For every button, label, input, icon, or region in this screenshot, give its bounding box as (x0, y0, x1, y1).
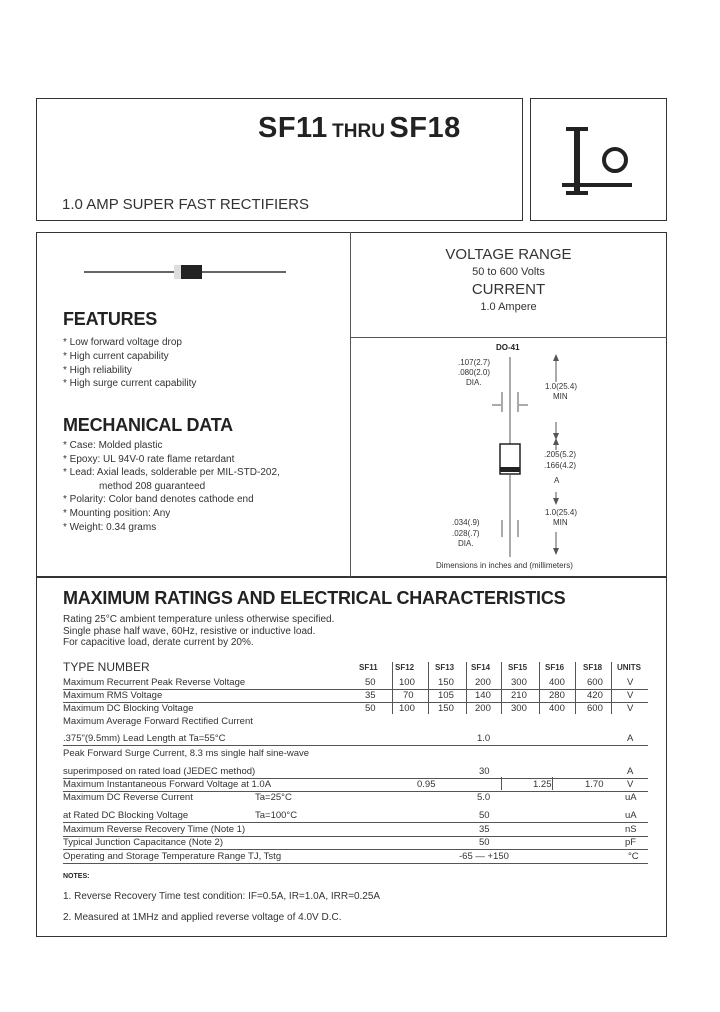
cell: 300 (511, 703, 527, 714)
list-item: * Epoxy: UL 94V-0 rate flame retardant (63, 453, 235, 465)
wire-dia-label: DIA. (458, 539, 474, 548)
current-heading: CURRENT (471, 281, 546, 298)
lead-dia-bottom: .080(2.0) (458, 368, 491, 377)
cell: 50 (479, 810, 490, 821)
unit-cell: pF (625, 837, 637, 848)
page-subtitle: 1.0 AMP SUPER FAST RECTIFIERS (62, 196, 310, 213)
list-item: method 208 guaranteed (99, 480, 206, 492)
dims-note: Dimensions in inches and (millimeters) (436, 561, 573, 570)
wire-dia-bottom: .028(.7) (452, 529, 480, 538)
row-divider (63, 822, 648, 823)
features-heading: FEATURES (63, 309, 158, 329)
row-divider (63, 745, 648, 746)
cell: 50 (365, 703, 376, 714)
type-header: TYPE NUMBER (63, 660, 150, 674)
range-divider (350, 337, 667, 338)
wire-dia-top: .034(.9) (452, 518, 480, 527)
cell: Ta=100°C (255, 810, 298, 821)
lead-len-top-label: MIN (553, 392, 568, 401)
col-header: SF11 (359, 663, 378, 672)
col-header: SF14 (471, 663, 491, 672)
cell: 35 (479, 824, 490, 835)
unit-cell: uA (625, 810, 637, 821)
unit-cell: nS (625, 824, 637, 835)
cell: 600 (587, 677, 603, 688)
unit-cell: °C (628, 851, 639, 862)
cell: 150 (438, 703, 454, 714)
cell: 70 (403, 690, 414, 701)
list-item: * Polarity: Color band denotes cathode end (63, 494, 254, 506)
cell: 5.0 (477, 792, 491, 803)
cell: 100 (399, 703, 415, 714)
body-len-bottom: .166(4.2) (544, 461, 577, 470)
unit-cell: V (627, 690, 634, 701)
cell: 1.25 (533, 779, 552, 790)
title-part2: SF18 (389, 112, 461, 144)
cell: 210 (511, 690, 527, 701)
row-label: Maximum DC Blocking Voltage (63, 703, 194, 714)
row-label: Maximum DC Reverse Current (63, 792, 193, 803)
list-item: * Lead: Axial leads, solderable per MIL-STD-202, (63, 467, 280, 479)
cell: 300 (511, 677, 527, 688)
col-header: SF16 (545, 663, 565, 672)
title-part1: SF11 (258, 112, 328, 144)
grid-line (501, 777, 502, 790)
row-label: Operating and Storage Temperature Range TJ, Tstg (63, 851, 282, 862)
col-header: SF15 (508, 663, 528, 672)
lead-len-top: 1.0(25.4) (545, 382, 578, 391)
cell: 150 (438, 677, 454, 688)
cell: 105 (438, 690, 454, 701)
logo-io (540, 110, 657, 210)
row-label: at Rated DC Blocking Voltage (63, 810, 189, 821)
unit-cell: V (627, 677, 634, 688)
cell: 200 (475, 703, 491, 714)
lead-len-bottom: 1.0(25.4) (545, 508, 578, 517)
cell: 1.70 (585, 779, 604, 790)
notes-heading: NOTES: (63, 873, 90, 880)
table-row (63, 748, 643, 761)
table-row (63, 703, 643, 716)
cell: 400 (549, 677, 565, 688)
table-row (63, 716, 643, 729)
page-title (258, 112, 461, 145)
row-divider (63, 849, 648, 850)
footnote-2: 2. Measured at 1MHz and applied reverse voltage of 4.0V D.C. (63, 912, 342, 923)
row-divider (63, 863, 648, 864)
voltage-heading: VOLTAGE RANGE (445, 246, 572, 263)
list-item: * Low forward voltage drop (63, 337, 182, 348)
table-header (63, 660, 643, 676)
col-header: SF12 (395, 663, 415, 672)
row-label: Peak Forward Surge Current, 8.3 ms single half sine-wave (63, 748, 310, 759)
row-label: Maximum RMS Voltage (63, 690, 163, 701)
lead-dia-top: .107(2.7) (458, 358, 491, 367)
rating-note: Single phase half wave, 60Hz, resistive or inductive load. (63, 625, 316, 637)
rating-note: For capacitive load, derate current by 20%. (63, 637, 254, 648)
cell: 280 (549, 690, 565, 701)
list-item: * High reliability (63, 364, 132, 376)
cell: 0.95 (417, 779, 436, 790)
cell: 50 (365, 677, 376, 688)
rating-note: Rating 25°C ambient temperature unless otherwise specified. (63, 614, 335, 625)
body-marker: A (554, 476, 560, 485)
table-row (63, 792, 643, 805)
cell: -65 — +150 (459, 851, 509, 862)
footnote-1: 1. Reverse Recovery Time test condition: IF=0.5A, IR=1.0A, IRR=0.25A (63, 891, 381, 902)
row-label: superimposed on rated load (JEDEC method) (63, 766, 256, 777)
unit-cell: V (627, 703, 634, 714)
voltage-value: 50 to 600 Volts (472, 266, 545, 278)
current-value: 1.0 Ampere (480, 301, 537, 313)
lead-dia-label: DIA. (466, 378, 482, 387)
row-label: Maximum Instantaneous Forward Voltage at 1.0A (63, 779, 272, 790)
diode-illustration (84, 262, 286, 282)
row-label: Maximum Average Forward Rectified Current (63, 716, 253, 727)
cell: 1.0 (477, 733, 491, 744)
list-item: * Mounting position: Any (63, 507, 171, 519)
cell: 420 (587, 690, 603, 701)
list-item: * High current capability (63, 350, 169, 362)
list-item: * Weight: 0.34 grams (63, 521, 157, 533)
unit-cell: uA (625, 792, 637, 803)
unit-cell: A (627, 733, 634, 744)
list-item: * High surge current capability (63, 378, 197, 390)
ratings-notes (63, 614, 334, 649)
row-label: Maximum Recurrent Peak Reverse Voltage (63, 677, 246, 688)
row-label: Typical Junction Capacitance (Note 2) (63, 837, 223, 848)
cell: 50 (479, 837, 490, 848)
cell: 35 (365, 690, 376, 701)
cell: 200 (475, 677, 491, 688)
unit-cell: V (627, 779, 634, 790)
title-thru: THRU (332, 121, 385, 142)
cell: 30 (479, 766, 490, 777)
body-len-top: .205(5.2) (544, 450, 577, 459)
grid-line (552, 777, 553, 790)
row-label: Maximum Reverse Recovery Time (Note 1) (63, 824, 246, 835)
cell: 600 (587, 703, 603, 714)
col-header: UNITS (617, 663, 641, 672)
cell: 140 (475, 690, 491, 701)
mechanical-list (63, 439, 280, 534)
col-header: SF13 (435, 663, 455, 672)
unit-cell: A (627, 766, 634, 777)
package-name: DO-41 (496, 343, 520, 352)
mechanical-heading: MECHANICAL DATA (63, 415, 233, 435)
row-label: .375"(9.5mm) Lead Length at Ta=55°C (63, 733, 226, 744)
lead-len-bottom-label: MIN (553, 518, 568, 527)
features-list (63, 336, 196, 391)
col-header: SF18 (583, 663, 603, 672)
list-item: * Case: Molded plastic (63, 440, 163, 451)
range-block (350, 246, 667, 313)
cell: 100 (399, 677, 415, 688)
ratings-heading: MAXIMUM RATINGS AND ELECTRICAL CHARACTERISTICS (63, 588, 566, 608)
cell: Ta=25°C (255, 792, 292, 803)
cell: 400 (549, 703, 565, 714)
